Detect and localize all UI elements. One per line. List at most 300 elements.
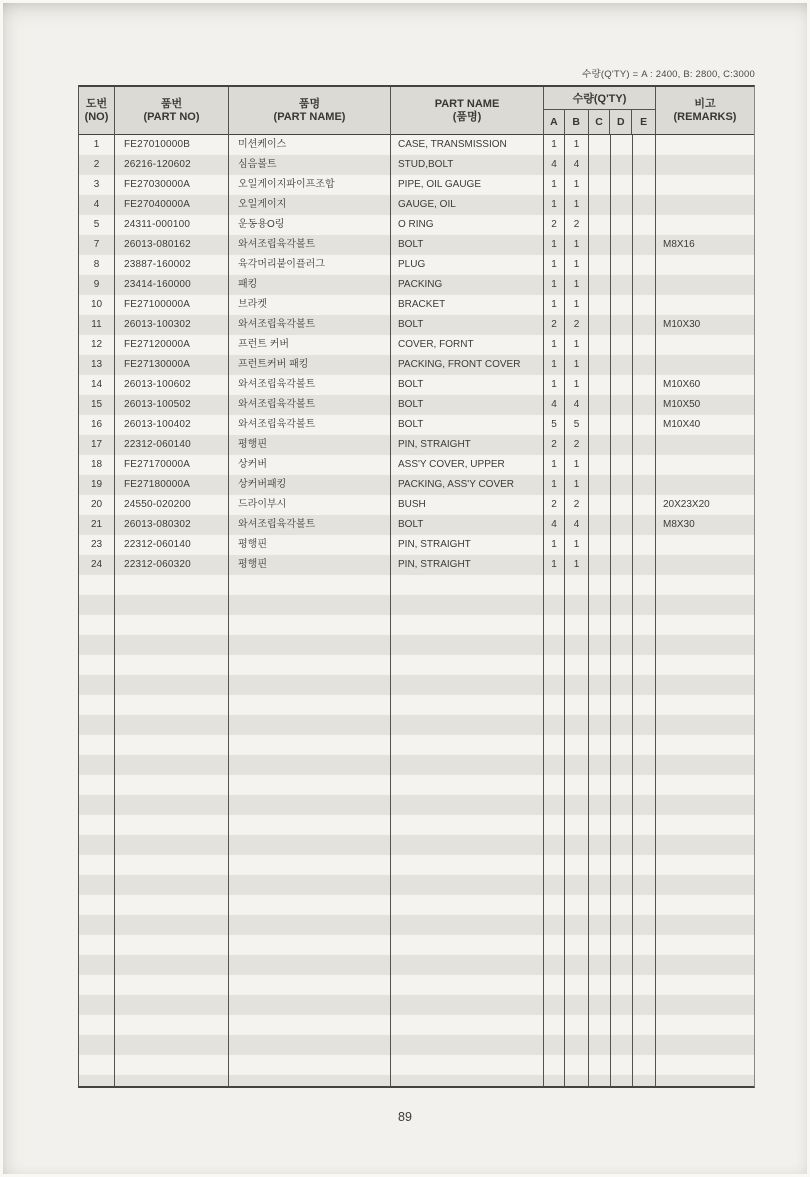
cell-name-en: ASS'Y COVER, UPPER — [391, 455, 544, 475]
cell-name-en: PACKING, FRONT COVER — [391, 355, 544, 375]
cell-no: 21 — [79, 515, 115, 535]
cell-name-kr — [229, 975, 391, 995]
cell-remarks — [656, 835, 754, 855]
cell-qty-b: 1 — [565, 195, 589, 215]
cell-qty-d — [611, 515, 633, 535]
cell-qty-c — [589, 1015, 611, 1035]
cell-remarks — [656, 455, 754, 475]
cell-part-no — [115, 1055, 229, 1075]
cell-qty-d — [611, 135, 633, 155]
table-row — [79, 375, 754, 395]
cell-name-kr — [229, 955, 391, 975]
cell-qty-d — [611, 595, 633, 615]
cell-name-en: PIPE, OIL GAUGE — [391, 175, 544, 195]
cell-remarks: 20X23X20 — [663, 499, 710, 510]
cell-qty-a — [544, 815, 565, 835]
cell-qty-b: 4 — [565, 155, 589, 175]
cell-no: 2 — [79, 155, 115, 175]
cell-remarks — [656, 175, 754, 195]
cell-remarks — [656, 855, 754, 875]
cell-remarks — [656, 1055, 754, 1075]
cell-name-kr — [229, 655, 391, 675]
cell-qty-a — [544, 775, 565, 795]
cell-qty-a — [544, 595, 565, 615]
cell-name-en — [391, 955, 544, 975]
cell-name-kr: 평행핀 — [229, 535, 391, 555]
cell-no — [79, 695, 115, 715]
cell-part-no: 26013-100402 — [115, 415, 229, 435]
cell-qty-c — [589, 1055, 611, 1075]
cell-name-kr — [229, 755, 391, 775]
cell-qty-a — [544, 715, 565, 735]
cell-qty-d — [611, 995, 633, 1015]
cell-qty-e — [633, 155, 656, 175]
header-qty-d: D — [610, 110, 632, 134]
cell-qty-b — [565, 795, 589, 815]
cell-qty-c — [589, 415, 611, 435]
cell-name-en — [391, 895, 544, 915]
table-row — [79, 535, 754, 555]
cell-qty-a: 4 — [544, 395, 565, 415]
cell-qty-e — [633, 575, 656, 595]
cell-no: 4 — [79, 195, 115, 215]
cell-qty-e — [633, 435, 656, 455]
cell-no: 7 — [79, 235, 115, 255]
cell-part-no: FE27030000A — [115, 175, 229, 195]
cell-qty-c — [589, 335, 611, 355]
table-empty-row — [79, 775, 754, 795]
cell-qty-e — [633, 635, 656, 655]
cell-part-no — [115, 995, 229, 1015]
cell-qty-d — [611, 975, 633, 995]
cell-part-no — [115, 795, 229, 815]
cell-qty-a — [544, 1055, 565, 1075]
header-no — [79, 87, 115, 135]
cell-remarks — [656, 435, 754, 455]
cell-qty-e — [633, 955, 656, 975]
cell-no: 17 — [79, 435, 115, 455]
cell-qty-d — [611, 615, 633, 635]
cell-remarks — [656, 535, 754, 555]
cell-remarks — [656, 555, 754, 575]
cell-qty-c — [589, 1035, 611, 1055]
cell-part-no — [115, 755, 229, 775]
cell-qty-d — [611, 235, 633, 255]
cell-qty-e — [633, 395, 656, 415]
cell-part-no: 22312-060140 — [115, 435, 229, 455]
cell-qty-b: 1 — [565, 535, 589, 555]
cell-qty-d — [611, 475, 633, 495]
cell-qty-c — [589, 555, 611, 575]
cell-qty-e — [633, 215, 656, 235]
cell-qty-b: 2 — [565, 215, 589, 235]
table-row — [79, 455, 754, 475]
cell-part-no: 23414-160000 — [115, 275, 229, 295]
cell-qty-a: 1 — [544, 235, 565, 255]
cell-qty-c — [589, 235, 611, 255]
cell-name-en: BOLT — [391, 315, 544, 335]
table-row — [79, 555, 754, 575]
cell-no — [79, 1075, 115, 1088]
cell-qty-a: 5 — [544, 415, 565, 435]
cell-name-kr: 와셔조립육각볼트 — [229, 395, 391, 415]
cell-part-no: 24311-000100 — [115, 215, 229, 235]
cell-qty-e — [633, 235, 656, 255]
cell-qty-b — [565, 775, 589, 795]
cell-remarks — [656, 775, 754, 795]
cell-part-no: 26013-100502 — [115, 395, 229, 415]
cell-qty-e — [633, 655, 656, 675]
cell-name-kr: 육각머리붙이플러그 — [229, 255, 391, 275]
cell-qty-e — [633, 975, 656, 995]
cell-qty-e — [633, 1075, 656, 1088]
cell-name-en — [391, 875, 544, 895]
cell-qty-b — [565, 655, 589, 675]
cell-name-en: PIN, STRAIGHT — [391, 535, 544, 555]
cell-part-no — [115, 855, 229, 875]
cell-no: 20 — [79, 495, 115, 515]
cell-name-en: BOLT — [391, 395, 544, 415]
cell-qty-d — [611, 795, 633, 815]
cell-remarks: M10X30 — [663, 319, 701, 330]
table-row — [79, 195, 754, 215]
cell-name-kr — [229, 895, 391, 915]
cell-qty-a — [544, 935, 565, 955]
cell-qty-b: 1 — [565, 275, 589, 295]
cell-name-kr — [229, 915, 391, 935]
cell-qty-b — [565, 735, 589, 755]
cell-remarks — [656, 195, 754, 215]
cell-qty-e — [633, 895, 656, 915]
cell-qty-c — [589, 375, 611, 395]
cell-name-kr — [229, 855, 391, 875]
cell-qty-b — [565, 1035, 589, 1055]
cell-name-kr: 와셔조립육각볼트 — [229, 375, 391, 395]
cell-qty-b: 1 — [565, 335, 589, 355]
cell-name-kr: 패킹 — [229, 275, 391, 295]
header-remarks-en: (REMARKS) — [673, 111, 737, 123]
cell-qty-c — [589, 695, 611, 715]
cell-part-no — [115, 1015, 229, 1035]
cell-qty-d — [611, 1055, 633, 1075]
table-row — [79, 435, 754, 455]
cell-name-kr: 브라켓 — [229, 295, 391, 315]
cell-no: 10 — [79, 295, 115, 315]
table-empty-row — [79, 915, 754, 935]
cell-qty-a — [544, 615, 565, 635]
cell-qty-a — [544, 875, 565, 895]
cell-qty-e — [633, 995, 656, 1015]
cell-no: 14 — [79, 375, 115, 395]
cell-name-en — [391, 935, 544, 955]
cell-name-kr — [229, 935, 391, 955]
cell-qty-c — [589, 815, 611, 835]
cell-part-no — [115, 715, 229, 735]
cell-part-no: 26013-100602 — [115, 375, 229, 395]
cell-no: 16 — [79, 415, 115, 435]
cell-remarks — [656, 815, 754, 835]
cell-qty-c — [589, 835, 611, 855]
header-part-name-en — [391, 87, 544, 135]
cell-qty-e — [633, 275, 656, 295]
cell-name-en: BUSH — [391, 495, 544, 515]
cell-qty-a: 1 — [544, 135, 565, 155]
cell-name-kr — [229, 815, 391, 835]
cell-qty-c — [589, 155, 611, 175]
cell-qty-b — [565, 1015, 589, 1035]
cell-qty-b — [565, 935, 589, 955]
cell-qty-b — [565, 675, 589, 695]
cell-qty-a: 1 — [544, 175, 565, 195]
cell-qty-e — [633, 795, 656, 815]
cell-qty-b: 1 — [565, 235, 589, 255]
table-empty-row — [79, 895, 754, 915]
cell-name-kr — [229, 695, 391, 715]
header-part-name-kr-line1: 품명 — [298, 98, 321, 110]
cell-name-en: PIN, STRAIGHT — [391, 555, 544, 575]
cell-qty-a — [544, 855, 565, 875]
cell-qty-b: 2 — [565, 435, 589, 455]
cell-qty-b — [565, 615, 589, 635]
cell-qty-a — [544, 995, 565, 1015]
cell-qty-d — [611, 1035, 633, 1055]
cell-qty-a: 1 — [544, 255, 565, 275]
page-number: 89 — [398, 1110, 412, 1124]
cell-name-en: COVER, FORNT — [391, 335, 544, 355]
cell-no — [79, 975, 115, 995]
cell-qty-d — [611, 735, 633, 755]
cell-remarks: M10X40 — [663, 419, 701, 430]
cell-qty-e — [633, 175, 656, 195]
cell-qty-d — [611, 295, 633, 315]
cell-qty-c — [589, 355, 611, 375]
cell-qty-b: 2 — [565, 495, 589, 515]
cell-name-en — [391, 655, 544, 675]
cell-no: 12 — [79, 335, 115, 355]
cell-qty-c — [589, 715, 611, 735]
table-empty-row — [79, 1015, 754, 1035]
cell-qty-a — [544, 955, 565, 975]
table-row — [79, 335, 754, 355]
table-empty-row — [79, 795, 754, 815]
cell-remarks — [656, 895, 754, 915]
cell-qty-e — [633, 875, 656, 895]
cell-name-en — [391, 1015, 544, 1035]
cell-qty-d — [611, 315, 633, 335]
cell-remarks — [656, 295, 754, 315]
cell-qty-c — [589, 395, 611, 415]
cell-qty-e — [633, 135, 656, 155]
cell-remarks — [656, 255, 754, 275]
cell-qty-c — [589, 195, 611, 215]
cell-name-kr — [229, 735, 391, 755]
cell-qty-c — [589, 575, 611, 595]
table-empty-row — [79, 635, 754, 655]
table-empty-row — [79, 995, 754, 1015]
cell-qty-e — [633, 755, 656, 775]
cell-qty-d — [611, 375, 633, 395]
cell-no: 3 — [79, 175, 115, 195]
table-row — [79, 275, 754, 295]
table-header-row — [79, 87, 754, 135]
cell-qty-c — [589, 595, 611, 615]
cell-qty-c — [589, 735, 611, 755]
cell-remarks — [656, 475, 754, 495]
cell-no — [79, 775, 115, 795]
cell-qty-d — [611, 155, 633, 175]
table-row — [79, 415, 754, 435]
cell-name-en — [391, 995, 544, 1015]
cell-name-en — [391, 1055, 544, 1075]
cell-remarks — [656, 795, 754, 815]
cell-qty-b: 1 — [565, 295, 589, 315]
cell-qty-e — [633, 195, 656, 215]
cell-remarks — [656, 155, 754, 175]
table-row — [79, 155, 754, 175]
cell-no — [79, 795, 115, 815]
table-row — [79, 215, 754, 235]
cell-no — [79, 1015, 115, 1035]
cell-qty-e — [633, 535, 656, 555]
cell-qty-c — [589, 675, 611, 695]
cell-qty-c — [589, 655, 611, 675]
table-row — [79, 135, 754, 155]
cell-part-no — [115, 895, 229, 915]
table-empty-row — [79, 975, 754, 995]
cell-name-kr: 운동용O링 — [229, 215, 391, 235]
cell-qty-c — [589, 915, 611, 935]
cell-name-en: PIN, STRAIGHT — [391, 435, 544, 455]
cell-name-kr: 프런트커버 패킹 — [229, 355, 391, 375]
cell-qty-e — [633, 715, 656, 735]
cell-no — [79, 735, 115, 755]
table-row — [79, 395, 754, 415]
header-part-no — [115, 87, 229, 135]
cell-qty-d — [611, 255, 633, 275]
cell-part-no — [115, 635, 229, 655]
cell-qty-a: 1 — [544, 535, 565, 555]
cell-qty-b — [565, 595, 589, 615]
cell-qty-e — [633, 1035, 656, 1055]
cell-no — [79, 655, 115, 675]
cell-part-no: 22312-060140 — [115, 535, 229, 555]
cell-name-kr — [229, 835, 391, 855]
cell-name-en — [391, 855, 544, 875]
cell-qty-c — [589, 755, 611, 775]
cell-remarks — [656, 575, 754, 595]
header-qty-e: E — [640, 116, 648, 128]
cell-name-en — [391, 1075, 544, 1088]
cell-remarks — [656, 915, 754, 935]
cell-name-kr — [229, 995, 391, 1015]
header-qty-label: 수량(Q'TY) — [544, 87, 655, 110]
cell-qty-e — [633, 835, 656, 855]
cell-name-en — [391, 1035, 544, 1055]
cell-qty-b — [565, 635, 589, 655]
cell-name-kr: 오일게이지 — [229, 195, 391, 215]
cell-name-en: GAUGE, OIL — [391, 195, 544, 215]
cell-qty-a — [544, 675, 565, 695]
cell-name-kr — [229, 1055, 391, 1075]
header-no-kr: 도번 — [85, 98, 108, 110]
cell-remarks: M10X60 — [663, 379, 701, 390]
cell-qty-d — [611, 635, 633, 655]
table-row — [79, 255, 754, 275]
cell-qty-c — [589, 975, 611, 995]
cell-qty-e — [633, 455, 656, 475]
cell-qty-c — [589, 935, 611, 955]
cell-name-en: BRACKET — [391, 295, 544, 315]
cell-name-en — [391, 755, 544, 775]
cell-qty-a: 2 — [544, 435, 565, 455]
cell-name-en: BOLT — [391, 375, 544, 395]
cell-name-en: PACKING — [391, 275, 544, 295]
cell-qty-d — [611, 275, 633, 295]
cell-qty-c — [589, 795, 611, 815]
cell-qty-a — [544, 1035, 565, 1055]
cell-part-no — [115, 815, 229, 835]
cell-qty-b: 1 — [565, 355, 589, 375]
cell-part-no: 26013-100302 — [115, 315, 229, 335]
cell-no: 1 — [79, 135, 115, 155]
cell-part-no — [115, 1075, 229, 1088]
cell-remarks — [656, 715, 754, 735]
cell-qty-e — [633, 1015, 656, 1035]
cell-qty-d — [611, 535, 633, 555]
cell-no — [79, 875, 115, 895]
cell-qty-d — [611, 895, 633, 915]
cell-qty-e — [633, 415, 656, 435]
cell-qty-e — [633, 935, 656, 955]
cell-name-en — [391, 615, 544, 635]
table-empty-row — [79, 835, 754, 855]
cell-no: 8 — [79, 255, 115, 275]
cell-qty-b — [565, 915, 589, 935]
cell-qty-a: 4 — [544, 515, 565, 535]
cell-remarks — [656, 675, 754, 695]
cell-qty-e — [633, 695, 656, 715]
table-empty-row — [79, 875, 754, 895]
cell-remarks — [656, 615, 754, 635]
cell-name-kr — [229, 875, 391, 895]
header-remarks — [656, 87, 754, 135]
cell-qty-a: 4 — [544, 155, 565, 175]
cell-part-no — [115, 875, 229, 895]
table-empty-row — [79, 735, 754, 755]
cell-qty-e — [633, 855, 656, 875]
cell-name-kr — [229, 615, 391, 635]
cell-name-en: BOLT — [391, 235, 544, 255]
cell-qty-c — [589, 455, 611, 475]
cell-name-en — [391, 635, 544, 655]
cell-name-en — [391, 735, 544, 755]
cell-qty-d — [611, 215, 633, 235]
cell-remarks — [656, 955, 754, 975]
table-row — [79, 315, 754, 335]
cell-qty-d — [611, 835, 633, 855]
cell-qty-c — [589, 635, 611, 655]
cell-no — [79, 755, 115, 775]
cell-qty-a: 1 — [544, 475, 565, 495]
header-no-en: (NO) — [84, 111, 109, 123]
cell-name-kr: 평행핀 — [229, 555, 391, 575]
cell-remarks — [656, 875, 754, 895]
table-empty-row — [79, 595, 754, 615]
cell-remarks — [656, 355, 754, 375]
cell-qty-b — [565, 715, 589, 735]
cell-name-kr — [229, 1015, 391, 1035]
header-qty-a: A — [544, 110, 565, 134]
